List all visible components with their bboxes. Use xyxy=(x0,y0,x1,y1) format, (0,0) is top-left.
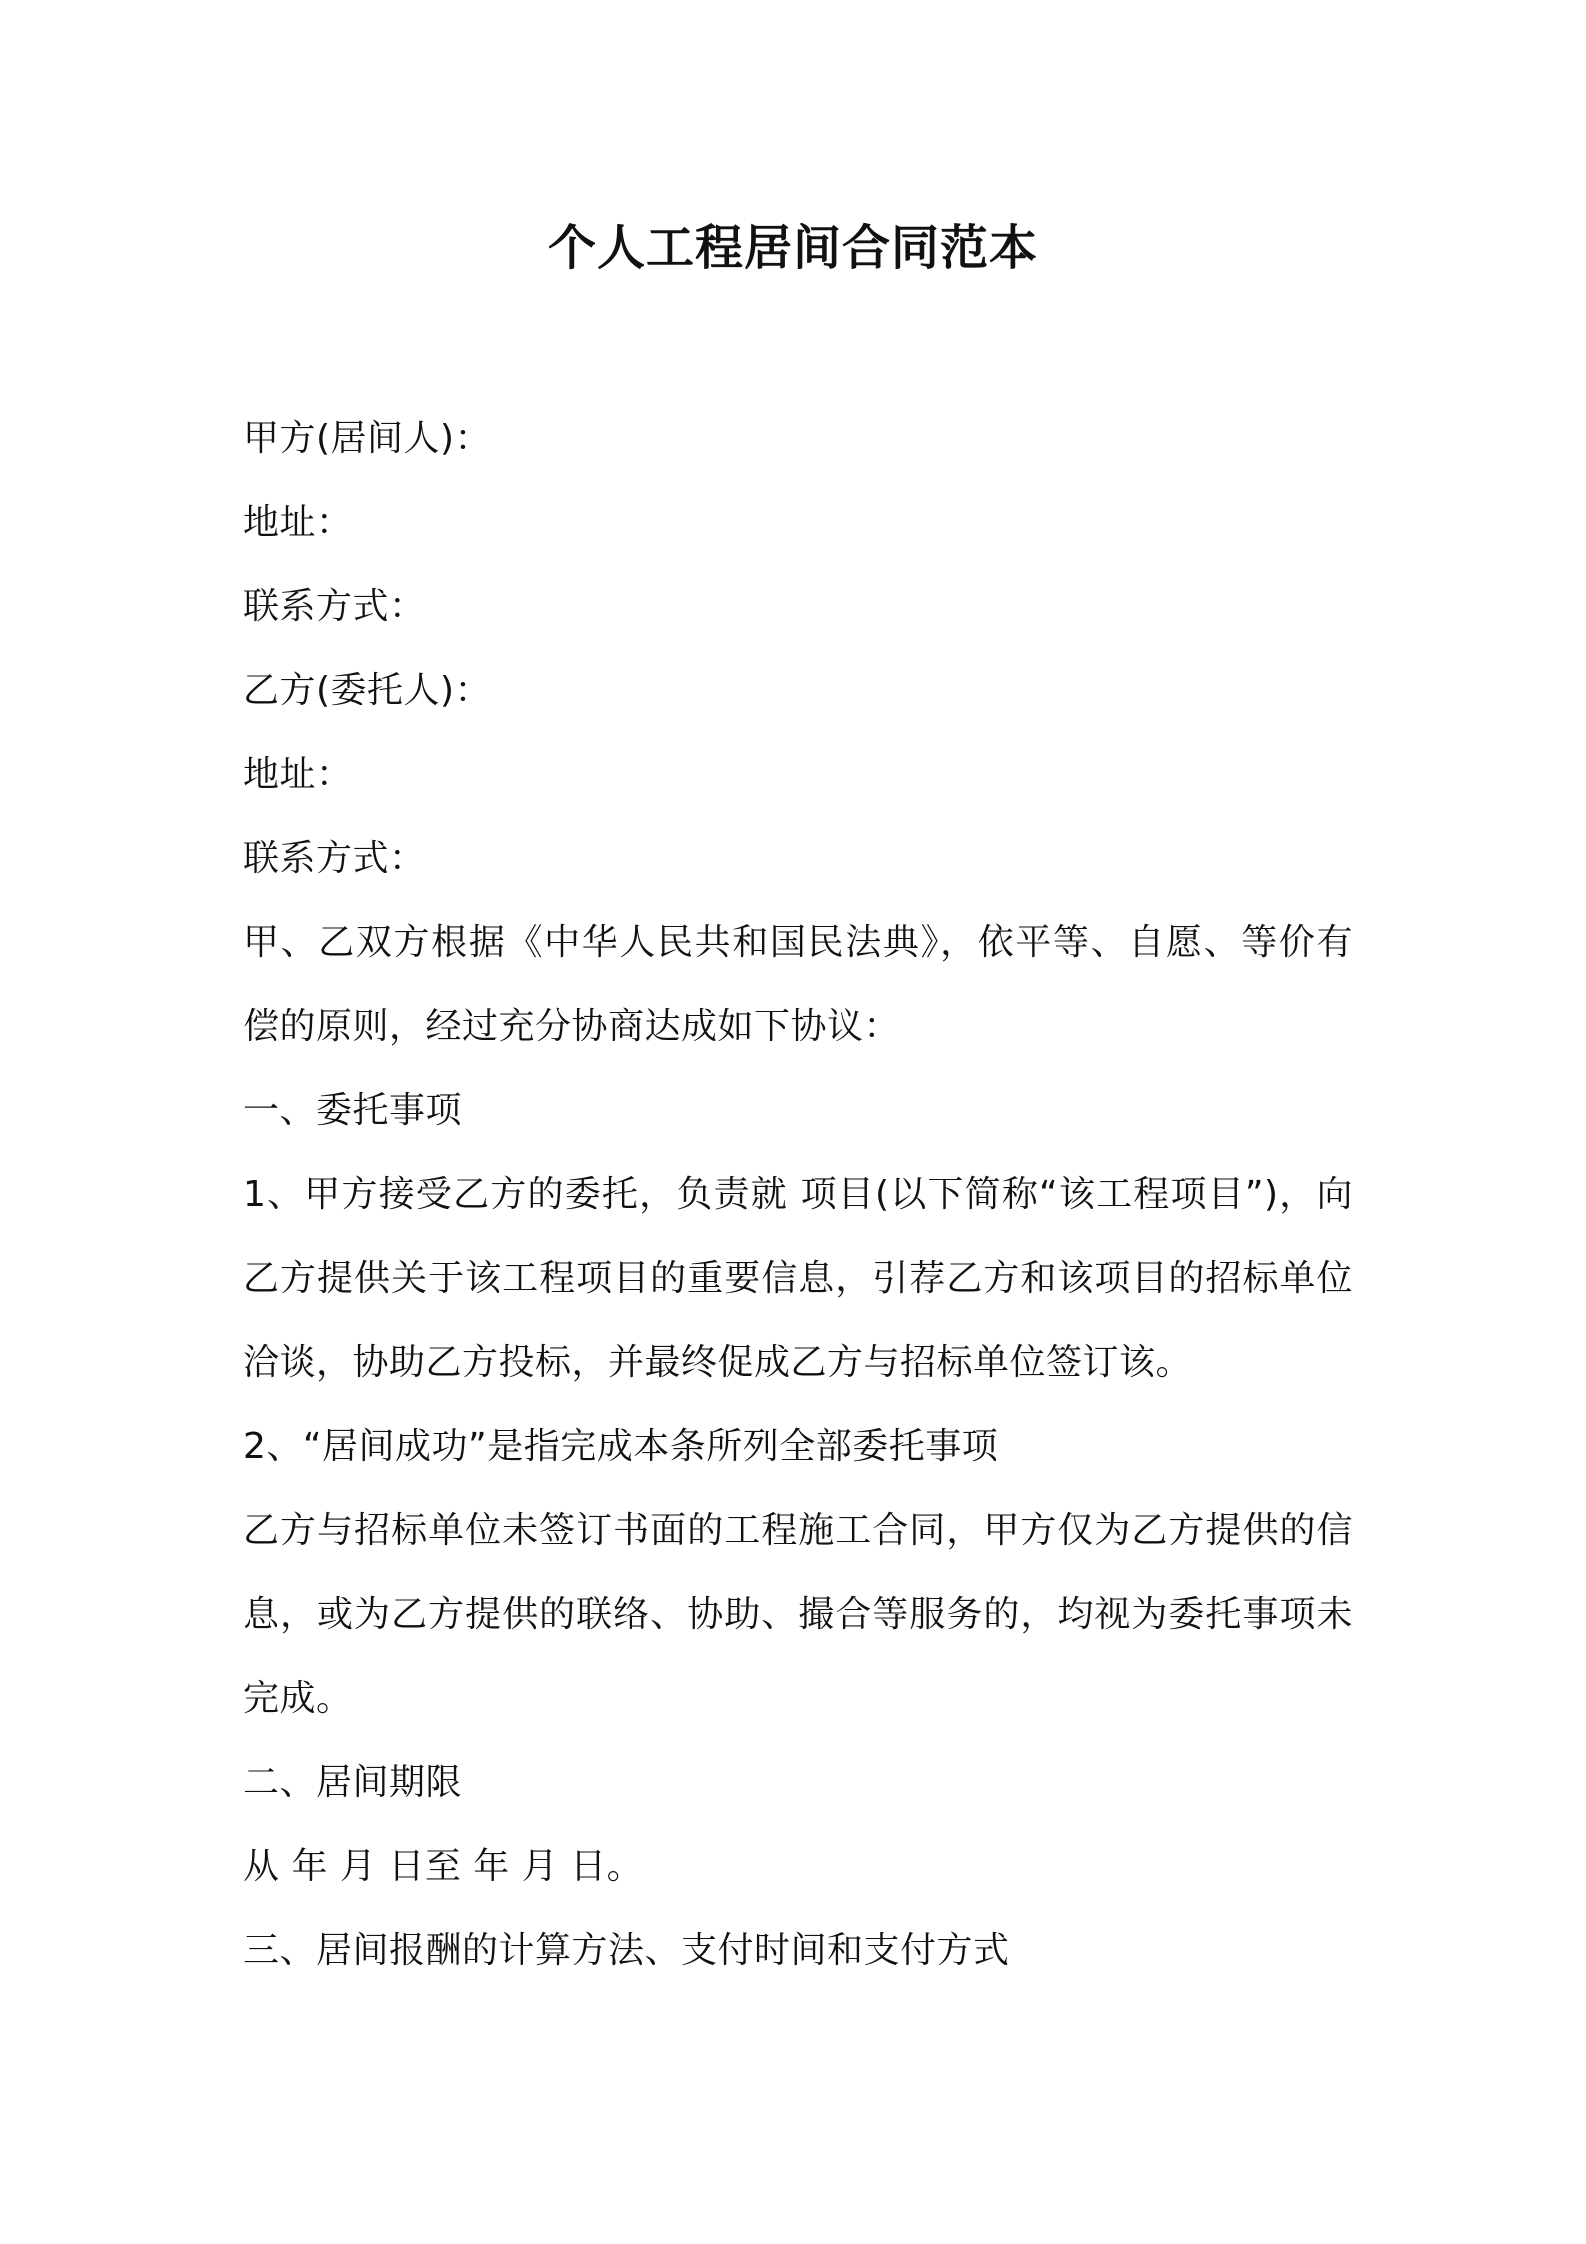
section-2-heading: 二、居间期限 xyxy=(243,1762,463,1803)
document-body xyxy=(243,397,1353,1993)
clause-1-2: 2、“居间成功”是指完成本条所列全部委托事项 xyxy=(243,1426,999,1467)
party-b-label: 乙方(委托人)： xyxy=(243,670,492,711)
party-a-contact: 联系方式： xyxy=(243,586,426,627)
term-line: 从 年 月 日至 年 月 日。 xyxy=(243,1846,644,1887)
party-a-label: 甲方(居间人)： xyxy=(243,418,492,459)
preamble-paragraph: 甲、乙双方根据《中华人民共和国民法典》，依平等、自愿、等价有偿的原则，经过充分协商达成如下协议： xyxy=(243,922,1353,1047)
clause-1-3: 乙方与招标单位未签订书面的工程施工合同，甲方仅为乙方提供的信息，或为乙方提供的联络、协助、撮合等服务的，均视为委托事项未完成。 xyxy=(243,1510,1353,1719)
document-title: 个人工程居间合同范本 xyxy=(547,220,1038,276)
section-1-heading: 一、委托事项 xyxy=(243,1090,463,1131)
party-a-address: 地址： xyxy=(243,502,353,543)
section-3-heading: 三、居间报酬的计算方法、支付时间和支付方式 xyxy=(243,1930,1010,1971)
clause-1-1: 1、甲方接受乙方的委托，负责就 项目(以下简称“该工程项目”)，向乙方提供关于该工程项目的重要信息，引荐乙方和该项目的招标单位洽谈，协助乙方投标，并最终促成乙方与招标单位签订该。 xyxy=(243,1174,1353,1383)
party-b-address: 地址： xyxy=(243,754,353,795)
party-b-contact: 联系方式： xyxy=(243,838,426,879)
